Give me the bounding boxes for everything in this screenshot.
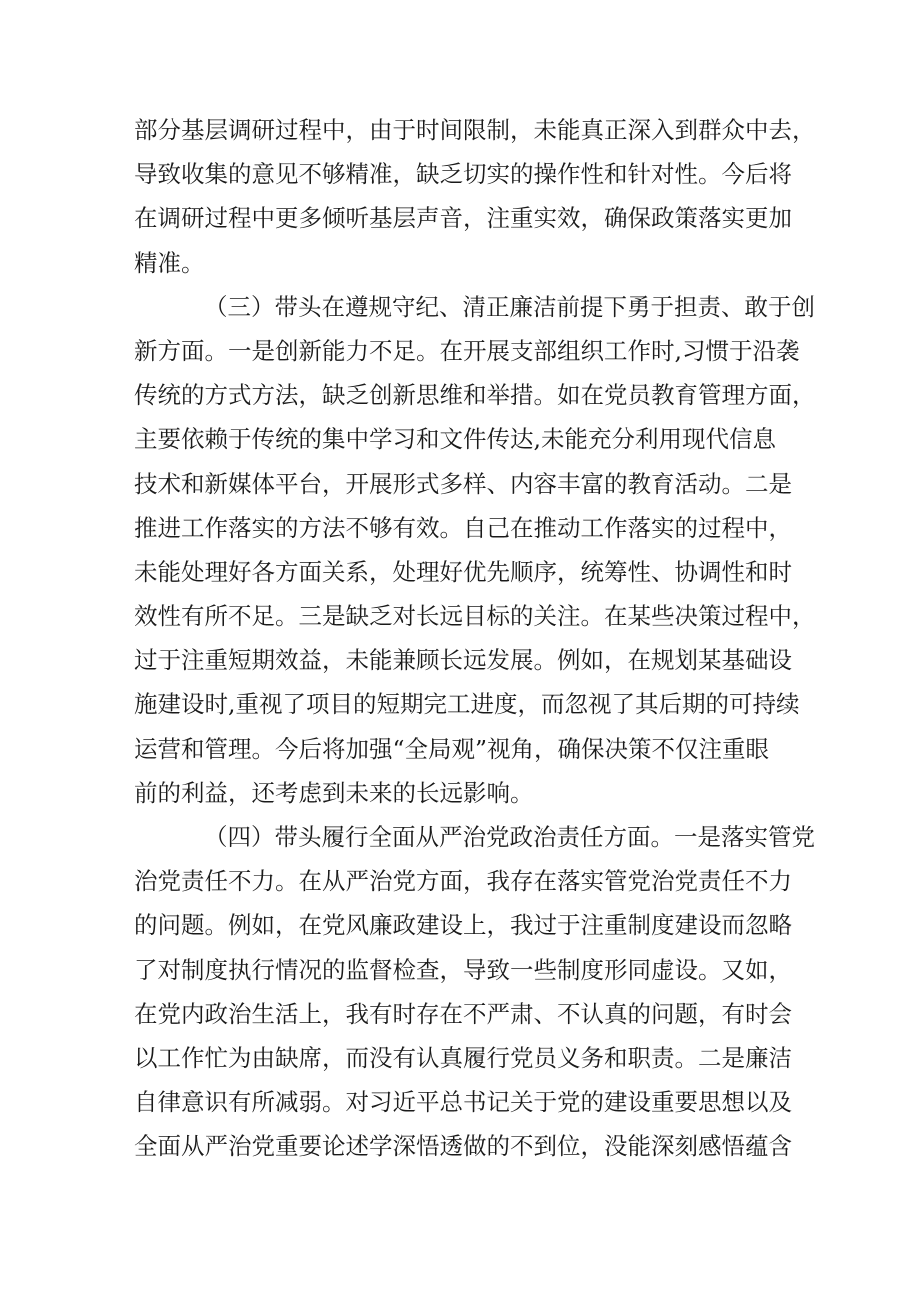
text-line: 在调研过程中更多倾听基层声音，注重实效，确保政策落实更加: [134, 204, 792, 233]
text-line: 推进工作落实的方法不够有效。自己在推动工作落实的过程中，: [134, 513, 792, 542]
text-line: 部分基层调研过程中，由于时间限制，未能真正深入到群众中去，: [134, 116, 816, 144]
text-line: 以工作忙为由缺席，而没有认真履行党员义务和职责。二是廉洁: [134, 1043, 792, 1072]
text-line: 治党责任不力。在从严治党方面，我存在落实管党治党责任不力: [134, 867, 792, 896]
text-line: 运营和管理。今后将加强“全局观”视角，确保决策不仅注重眼: [134, 734, 770, 763]
text-line: 未能处理好各方面关系，处理好优先顺序，统筹性、协调性和时: [134, 557, 792, 586]
text-line: 主要依赖于传统的集中学习和文件传达,未能充分利用现代信息: [134, 425, 776, 454]
section-heading-line: （四）带头履行全面从严治党政治责任方面。一是落实管党: [204, 823, 815, 851]
text-line: 新方面。一是创新能力不足。在开展支部组织工作时,习惯于沿袭: [134, 336, 800, 365]
text-line: 自律意识有所减弱。对习近平总书记关于党的建设重要思想以及: [134, 1088, 792, 1117]
text-line: 在党内政治生活上，我有时存在不严肃、不认真的问题，有时会: [134, 999, 792, 1028]
text-line: 全面从严治党重要论述学深悟透做的不到位，没能深刻感悟蕴含: [134, 1132, 792, 1161]
text-line: 过于注重短期效益，未能兼顾长远发展。例如，在规划某基础设: [134, 646, 792, 675]
text-line: 精准。: [134, 248, 205, 277]
text-line: 导致收集的意见不够精准，缺乏切实的操作性和针对性。今后将: [134, 160, 792, 189]
text-line: 效性有所不足。三是缺乏对长远目标的关注。在某些决策过程中，: [134, 602, 816, 631]
text-line: 前的利益，还考虑到未来的长远影响。: [134, 778, 534, 807]
document-body: [134, 108, 816, 1169]
text-line: 技术和新媒体平台，开展形式多样、内容丰富的教育活动。二是: [134, 469, 792, 498]
text-line: 的问题。例如，在党风廉政建设上，我过于注重制度建设而忽略: [134, 911, 792, 940]
text-line: 传统的方式方法，缺乏创新思维和举措。如在党员教育管理方面，: [134, 381, 816, 410]
text-line: 施建设时,重视了项目的短期完工进度，而忽视了其后期的可持续: [134, 690, 800, 719]
text-line: 了对制度执行情况的监督检查，导致一些制度形同虚设。又如，: [134, 955, 792, 984]
section-heading-line: （三）带头在遵规守纪、清正廉洁前提下勇于担责、敢于创: [204, 292, 815, 321]
